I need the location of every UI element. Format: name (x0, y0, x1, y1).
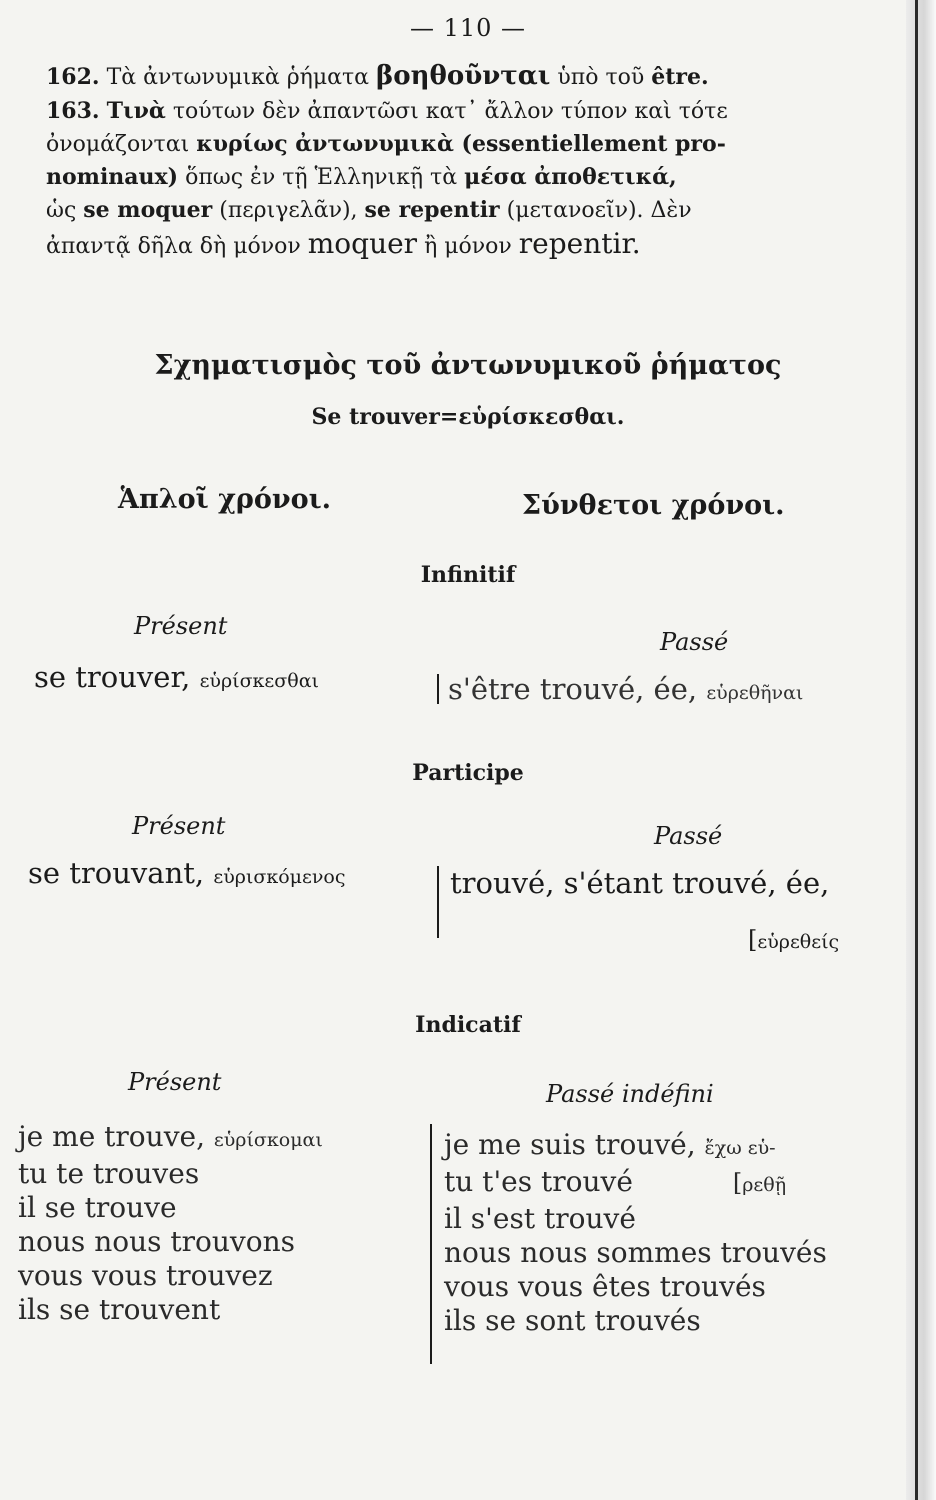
conjugation-row: tu t'es trouvé [ρεθῇ (444, 1165, 787, 1198)
french-form: nous nous sommes trouvés (444, 1236, 827, 1269)
participe-passe-gloss: [εὑρεθείς (748, 926, 840, 954)
conjugation-row (444, 1270, 827, 1304)
greek-gloss: εὑρίσκεσθαι (199, 670, 319, 692)
column-divider (430, 1124, 432, 1364)
french-form: tu t'es trouvé (444, 1165, 633, 1198)
french-form: tu te trouves (18, 1157, 200, 1190)
paragraph-number: 163. (46, 98, 100, 124)
paragraph-text: ἀπαντᾷ δῆλα δὴ μόνον (46, 234, 301, 259)
greek-gloss: εὑρίσκομαι (213, 1129, 323, 1151)
indicatif-passe-label: Passé indéfini (546, 1080, 714, 1108)
greek-gloss: εὑρεθῆναι (706, 682, 804, 704)
french-form: nous nous trouvons (18, 1225, 295, 1258)
paragraph-text: Τὰ ἀντωνυμικὰ ῥήματα (106, 65, 370, 90)
conjugation-row (18, 1225, 323, 1259)
french-form: vous vous trouvez (18, 1259, 273, 1292)
conjugation-row (18, 1120, 323, 1157)
paragraph-bold-text: μέσα ἀποθετικά, (464, 164, 677, 190)
page-number: — 110 — (409, 14, 527, 42)
paragraph-bold-text: se repentir (364, 197, 500, 223)
french-form: se trouvant, (28, 856, 205, 890)
paragraph-163 (46, 95, 880, 263)
greek-gloss: εὑρισκόμενος (213, 866, 346, 888)
conjugation-row (18, 1157, 323, 1191)
participe-passe-form: trouvé, s'étant trouvé, ée, (450, 866, 830, 900)
french-form: je me suis trouvé, (444, 1128, 696, 1161)
paragraph-text: τούτων δὲν ἀπαντῶσι κατ᾽ ἄλλον τύπον καὶ τότε (172, 99, 728, 124)
conjugation-row (444, 1202, 827, 1236)
participe-present-form (28, 856, 345, 890)
passe-conjugation-list (444, 1128, 827, 1338)
paragraph-text: ὅπως ἐν τῇ Ἑλληνικῇ τὰ (185, 165, 458, 190)
paragraph-text: (περιγελᾶν), (219, 198, 358, 223)
infinitif-present-label: Présent (134, 612, 228, 640)
paragraph-text: (μετανοεῖν). Δὲν (506, 198, 692, 223)
paragraph-bold-text: βοηθοῦνται (376, 61, 551, 91)
conjugation-title: Σχηματισμὸς τοῦ ἀντωνυμικοῦ ῥήματος (154, 350, 782, 381)
conjugation-row (444, 1128, 827, 1165)
french-form: ils se trouvent (18, 1293, 221, 1326)
greek-gloss: ρεθῇ (742, 1174, 787, 1196)
conjugation-row (18, 1293, 323, 1327)
paragraph-bold-text: être. (651, 64, 709, 90)
french-form: vous vous êtes trouvés (444, 1270, 766, 1303)
paragraph-text: ὀνομάζονται (46, 132, 190, 157)
paragraph-number: 162. (46, 64, 100, 90)
conjugation-row (444, 1236, 827, 1270)
paragraph-text: ὑπὸ τοῦ (557, 65, 645, 90)
paragraph-text: ὡς (46, 198, 77, 223)
paragraph-bold-text: se moquer (83, 197, 213, 223)
indicatif-heading: Indicatif (415, 1012, 521, 1038)
gutter-edge (915, 0, 918, 1500)
column-divider (437, 866, 439, 938)
french-form: ils se sont trouvés (444, 1304, 701, 1337)
participe-passe-label: Passé (654, 822, 723, 850)
infinitif-passe-label: Passé (660, 628, 729, 656)
greek-gloss: ἔχω εὑ- (704, 1137, 776, 1159)
conjugation-row (18, 1259, 323, 1293)
column-divider (437, 674, 439, 704)
paragraph-bold-text: nominaux) (46, 164, 179, 190)
conjugation-subtitle: Se trouver=εὑρίσκεσθαι. (311, 404, 625, 430)
paragraph-text: ἢ μόνον (424, 234, 512, 259)
participe-present-label: Présent (132, 812, 226, 840)
paragraph-text: repentir. (518, 227, 641, 260)
compound-tenses-heading: Σύνθετοι χρόνοι. (522, 490, 785, 521)
paragraph-bold-text: Τινὰ (106, 98, 166, 124)
simple-tenses-heading: Ἁπλοῖ χρόνοι. (118, 484, 332, 515)
infinitif-heading: Infinitif (420, 562, 516, 588)
french-form: se trouver, (34, 660, 191, 694)
french-form: il s'est trouvé (444, 1202, 636, 1235)
paragraph-162 (46, 60, 880, 94)
french-form: s'être trouvé, ée, (448, 672, 698, 706)
indicatif-present-label: Présent (128, 1068, 222, 1096)
greek-gloss: εὑρεθείς (757, 931, 840, 953)
french-form: il se trouve (18, 1191, 177, 1224)
conjugation-row (18, 1191, 323, 1225)
infinitif-present-form (34, 660, 319, 694)
conjugation-row (444, 1304, 827, 1338)
page-gutter (906, 0, 936, 1500)
paragraph-text: moquer (307, 227, 418, 260)
french-form: je me trouve, (18, 1120, 205, 1153)
infinitif-passe-form (448, 672, 803, 706)
paragraph-bold-text: κυρίως ἀντωνυμικὰ (essentiellement pro- (196, 131, 726, 157)
participe-heading: Participe (412, 760, 524, 786)
present-conjugation-list (18, 1120, 323, 1327)
